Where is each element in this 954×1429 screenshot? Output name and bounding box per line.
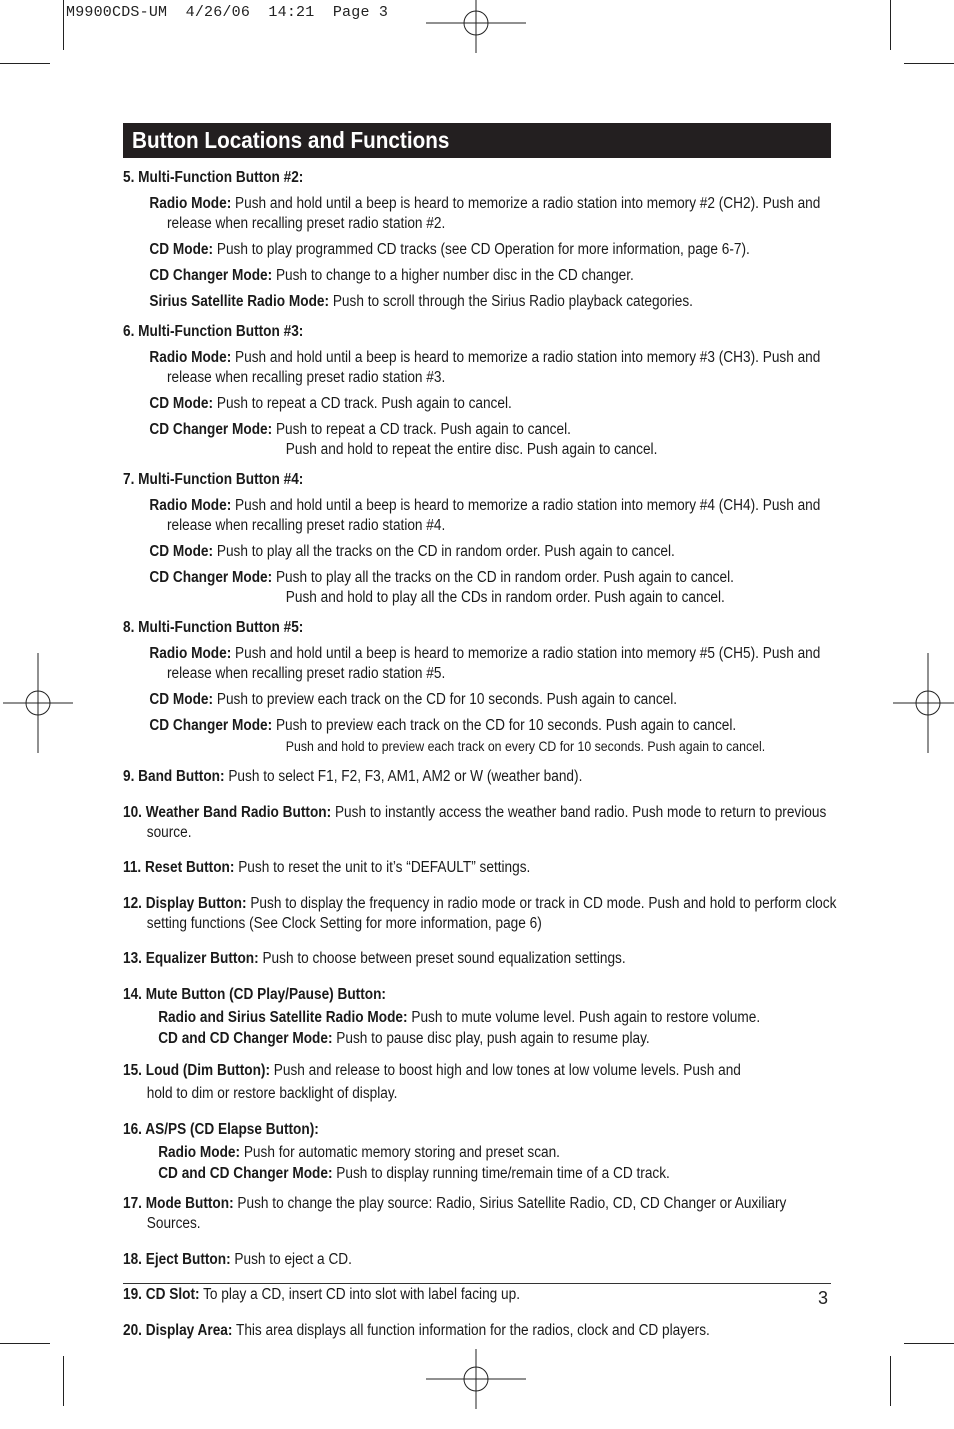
entry-text-continued: Push and hold to play all the CDs in random order. Push again to cancel.: [285, 589, 725, 606]
entry-text: Push and hold until a beep is heard to memorize a radio station into memory #3 (CH3). Push and release when recalling preset radio station #3.: [167, 349, 821, 386]
crop-mark-top-left-horizontal: [0, 63, 50, 64]
section-7: [123, 470, 837, 608]
entry-text-continued: hold to dim or restore backlight of display.: [146, 1084, 398, 1102]
cd-changer-mode-entry: [158, 1164, 837, 1184]
crop-mark-bottom-left-horizontal: [0, 1343, 50, 1344]
entry-text: To play a CD, insert CD into slot with label facing up.: [203, 1286, 521, 1303]
crop-mark-bottom-right-horizontal: [904, 1343, 954, 1344]
radio-mode-entry: [149, 194, 837, 234]
radio-mode-entry: [149, 496, 837, 536]
page-title: Button Locations and Functions: [132, 127, 450, 153]
page-title-bar: [123, 123, 831, 158]
registration-mark-right: [878, 653, 954, 753]
entry-text: Push to pause disc play, push again to resume play.: [336, 1029, 650, 1047]
entry-label: CD Mode:: [149, 395, 214, 412]
entry-label: Radio Mode:: [149, 497, 232, 514]
entry-label: Radio Mode:: [149, 645, 232, 662]
registration-mark-top: [426, 0, 526, 73]
entry-label: CD Mode:: [149, 241, 214, 258]
entry-text: Push to instantly access the weather band radio. Push mode to return to previous source.: [146, 803, 827, 841]
section-heading: 5. Multi-Function Button #2:: [123, 169, 304, 186]
section-heading: 8. Multi-Function Button #5:: [123, 619, 304, 636]
cd-changer-mode-entry: [149, 266, 837, 286]
radio-mode-entry: [149, 348, 837, 388]
entry-text: Push to change to a higher number disc in the CD changer.: [275, 267, 634, 284]
cd-changer-mode-entry: [149, 568, 837, 608]
registration-mark-left: [0, 653, 88, 753]
entry-label: Radio Mode:: [149, 349, 232, 366]
entry-text: Push and release to boost high and low tones at low volume levels. Push and: [273, 1061, 741, 1079]
entry-text: Push to repeat a CD track. Push again to cancel.: [216, 395, 512, 412]
cd-mode-entry: [149, 240, 837, 260]
entry-text: Push to preview each track on the CD for 10 seconds. Push again to cancel.: [275, 717, 737, 734]
cd-mode-entry: [149, 542, 837, 562]
content-text: [123, 168, 837, 1356]
cd-slot-entry: [123, 1285, 837, 1305]
section-6: [123, 322, 837, 460]
entry-label: 20. Display Area:: [123, 1321, 233, 1339]
crop-mark-bottom-right-vertical: [890, 1356, 891, 1406]
entry-text: Push to play programmed CD tracks (see CD Operation for more information, page 6-7).: [216, 241, 750, 258]
content-area: [123, 168, 835, 1356]
crop-mark-bottom-left-vertical: [63, 1356, 64, 1406]
entry-label: 19. CD Slot:: [123, 1286, 200, 1303]
loud-button-entry: [123, 1059, 837, 1105]
entry-text: Push and hold until a beep is heard to memorize a radio station into memory #4 (CH4). Push and release when recalling preset radio station #4.: [167, 497, 821, 534]
cd-changer-mode-entry: [149, 716, 837, 757]
entry-label: CD Changer Mode:: [149, 569, 273, 586]
entry-text-continued: Push and hold to preview each track on every CD for 10 seconds. Push again to cancel.: [285, 738, 766, 754]
entry-label: 13. Equalizer Button:: [123, 950, 259, 967]
entry-text: Push to eject a CD.: [234, 1250, 352, 1268]
entry-text: Push to play all the tracks on the CD in random order. Push again to cancel.: [216, 543, 675, 560]
entry-text: Push to mute volume level. Push again to restore volume.: [411, 1008, 761, 1026]
entry-label: 10. Weather Band Radio Button:: [123, 803, 332, 821]
entry-label: CD Changer Mode:: [149, 267, 273, 284]
entry-text: Push to display the frequency in radio mode or track in CD mode. Push and hold to perform clock setting functions (See Clock Setting for more information, page 6): [146, 894, 837, 932]
equalizer-button-entry: [123, 949, 837, 969]
entry-label: 9. Band Button:: [123, 768, 225, 785]
entry-text: Push to display running time/remain time of a CD track.: [336, 1165, 670, 1182]
section-16: [123, 1120, 837, 1184]
entry-text: Push to preview each track on the CD for 10 seconds. Push again to cancel.: [216, 691, 678, 708]
cd-changer-mode-entry: [158, 1029, 837, 1049]
eject-button-entry: [123, 1250, 837, 1270]
entry-label: 11. Reset Button:: [123, 859, 235, 876]
entry-label: CD and CD Changer Mode:: [158, 1165, 333, 1182]
entry-label: Radio and Sirius Satellite Radio Mode:: [158, 1008, 408, 1026]
crop-mark-top-right-horizontal: [904, 63, 954, 64]
entry-label: Sirius Satellite Radio Mode:: [149, 293, 330, 310]
entry-label: Radio Mode:: [149, 195, 232, 212]
section-heading: 16. AS/PS (CD Elapse Button):: [123, 1121, 319, 1138]
entry-text: This area displays all function information for the radios, clock and CD players.: [235, 1321, 710, 1339]
entry-label: 15. Loud (Dim Button):: [123, 1061, 270, 1079]
section-14: [123, 985, 837, 1049]
entry-text: Push to scroll through the Sirius Radio playback categories.: [332, 293, 693, 310]
band-button-entry: [123, 767, 837, 787]
entry-label: 17. Mode Button:: [123, 1195, 234, 1212]
radio-sirius-mode-entry: [158, 1008, 837, 1028]
crop-mark-top-left-vertical: [63, 0, 64, 50]
entry-text: Push to select F1, F2, F3, AM1, AM2 or W (weather band).: [228, 768, 583, 785]
entry-text: Push to play all the tracks on the CD in random order. Push again to cancel.: [275, 569, 734, 586]
entry-text: Push to choose between preset sound equalization settings.: [262, 950, 626, 967]
section-8: [123, 618, 837, 757]
crop-mark-top-right-vertical: [890, 0, 891, 50]
weather-band-button-entry: [123, 803, 837, 843]
cd-changer-mode-entry: [149, 420, 837, 460]
section-heading: 6. Multi-Function Button #3:: [123, 323, 304, 340]
mode-button-entry: [123, 1194, 837, 1234]
entry-text: Push for automatic memory storing and preset scan.: [243, 1144, 560, 1161]
display-button-entry: [123, 894, 837, 934]
sirius-mode-entry: [149, 292, 837, 312]
entry-text: Push to reset the unit to it’s “DEFAULT” settings.: [238, 859, 531, 876]
entry-label: CD Changer Mode:: [149, 421, 273, 438]
cd-mode-entry: [149, 690, 837, 710]
entry-label: Radio Mode:: [158, 1144, 241, 1161]
entry-text: Push to change the play source: Radio, Sirius Satellite Radio, CD, CD Changer or Auxiliary Sources.: [146, 1195, 787, 1232]
entry-label: CD Mode:: [149, 691, 214, 708]
radio-mode-entry: [149, 644, 837, 684]
entry-label: CD Changer Mode:: [149, 717, 273, 734]
display-area-entry: [123, 1321, 837, 1341]
entry-label: 12. Display Button:: [123, 894, 247, 912]
section-5: [123, 168, 837, 312]
entry-label: 18. Eject Button:: [123, 1250, 231, 1268]
section-heading: 14. Mute Button (CD Play/Pause) Button:: [123, 985, 386, 1003]
cd-mode-entry: [149, 394, 837, 414]
entry-text-continued: Push and hold to repeat the entire disc. Push again to cancel.: [285, 441, 658, 458]
reset-button-entry: [123, 858, 837, 878]
entry-label: CD and CD Changer Mode:: [158, 1029, 333, 1047]
page-number: 3: [818, 1288, 829, 1308]
radio-mode-entry: [158, 1143, 837, 1163]
section-heading: 7. Multi-Function Button #4:: [123, 471, 304, 488]
entry-text: Push and hold until a beep is heard to memorize a radio station into memory #2 (CH2). Push and release when recalling preset radio station #2.: [167, 195, 821, 232]
entry-text: Push to repeat a CD track. Push again to cancel.: [275, 421, 571, 438]
entry-text: Push and hold until a beep is heard to memorize a radio station into memory #5 (CH5). Push and release when recalling preset radio station #5.: [167, 645, 821, 682]
entry-label: CD Mode:: [149, 543, 214, 560]
print-slug: M9900CDS-UM 4/26/06 14:21 Page 3: [66, 4, 389, 21]
footer-rule: [123, 1283, 831, 1284]
